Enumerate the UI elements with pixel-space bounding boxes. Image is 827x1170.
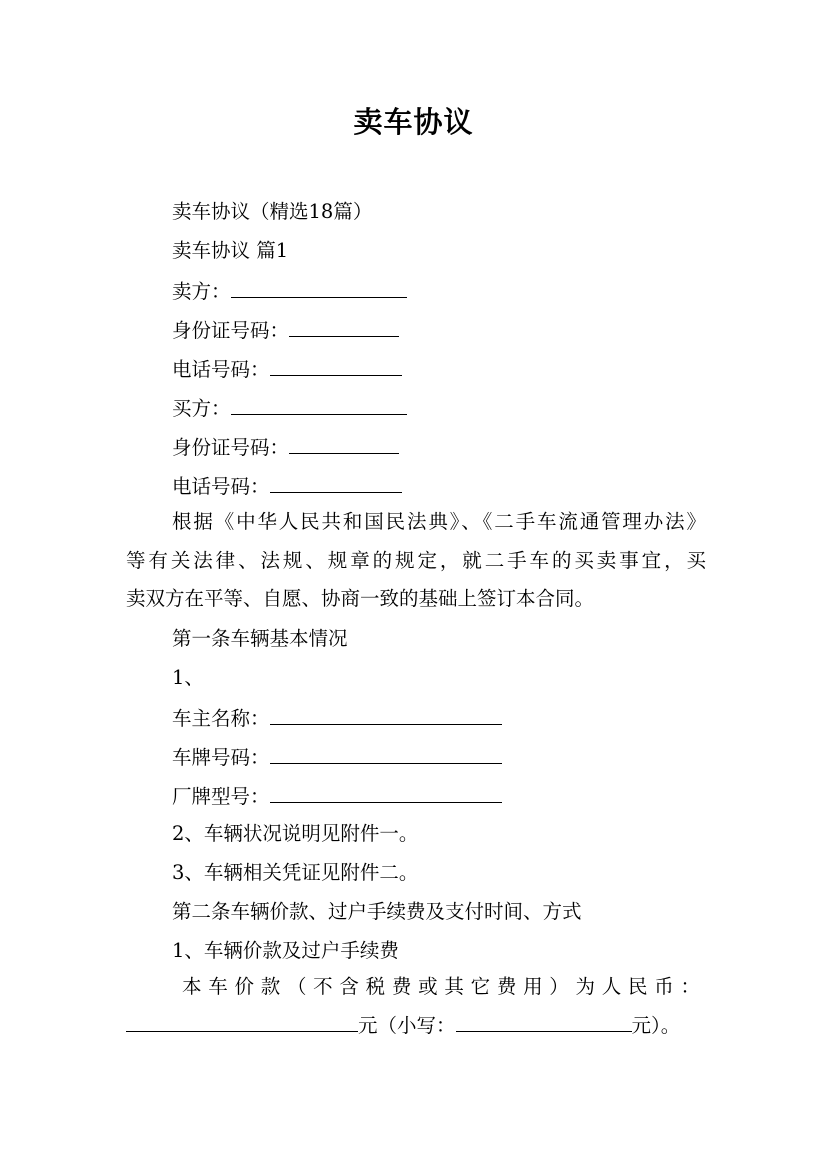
plate-blank[interactable] bbox=[270, 743, 502, 764]
seller-row bbox=[172, 277, 407, 305]
seller-phone-blank[interactable] bbox=[270, 355, 402, 376]
seller-phone-row bbox=[172, 355, 402, 383]
model-blank[interactable] bbox=[270, 782, 502, 803]
price-small-blank[interactable] bbox=[456, 1011, 632, 1032]
article1-item1: 1、 bbox=[172, 666, 204, 689]
section-heading: 卖车协议 篇1 bbox=[172, 239, 289, 262]
owner-row bbox=[172, 704, 502, 732]
price-paragraph bbox=[126, 968, 706, 1045]
buyer-phone-row bbox=[172, 472, 402, 500]
buyer-row bbox=[172, 394, 407, 422]
seller-id-blank[interactable] bbox=[289, 316, 399, 337]
plate-label: 车牌号码： bbox=[172, 746, 270, 769]
intro-line-3: 卖双方在平等、自愿、协商一致的基础上签订本合同。 bbox=[126, 587, 595, 610]
owner-label: 车主名称： bbox=[172, 707, 270, 730]
document-subtitle: 卖车协议（精选18篇） bbox=[172, 200, 373, 223]
seller-blank[interactable] bbox=[231, 277, 407, 298]
plate-row bbox=[172, 743, 502, 771]
buyer-id-label: 身份证号码： bbox=[172, 436, 290, 459]
buyer-id-blank[interactable] bbox=[289, 433, 399, 454]
article1-item3: 3、车辆相关凭证见附件二。 bbox=[172, 861, 419, 884]
buyer-blank[interactable] bbox=[231, 394, 407, 415]
price-line: 本车价款（不含税费或其它费用）为人民币： bbox=[182, 975, 706, 998]
buyer-label: 买方： bbox=[172, 397, 231, 420]
model-label: 厂牌型号： bbox=[172, 785, 270, 808]
seller-phone-label: 电话号码： bbox=[172, 358, 270, 381]
seller-label: 卖方： bbox=[172, 280, 231, 303]
model-row bbox=[172, 782, 502, 810]
intro-paragraph bbox=[126, 503, 706, 619]
intro-line-2: 等有关法律、法规、规章的规定，就二手车的买卖事宜，买 bbox=[126, 548, 706, 572]
article1-heading: 第一条车辆基本情况 bbox=[172, 627, 348, 650]
price-capital-blank[interactable] bbox=[126, 1011, 358, 1032]
article2-item1: 1、车辆价款及过户手续费 bbox=[172, 939, 399, 962]
intro-line-1: 根据《中华人民共和国民法典》、《二手车流通管理办法》 bbox=[172, 510, 706, 533]
price-amount-line bbox=[126, 1007, 706, 1046]
article2-heading: 第二条车辆价款、过户手续费及支付时间、方式 bbox=[172, 900, 582, 923]
seller-id-row bbox=[172, 316, 399, 344]
buyer-phone-label: 电话号码： bbox=[172, 475, 270, 498]
buyer-phone-blank[interactable] bbox=[270, 472, 402, 493]
article1-item2: 2、车辆状况说明见附件一。 bbox=[172, 822, 419, 845]
yuan-close-label: 元）。 bbox=[631, 1013, 681, 1037]
buyer-id-row bbox=[172, 433, 399, 461]
owner-blank[interactable] bbox=[270, 704, 502, 725]
seller-id-label: 身份证号码： bbox=[172, 319, 290, 342]
yuan-small-label: 元（小写： bbox=[358, 1013, 456, 1037]
document-title: 卖车协议 bbox=[353, 105, 474, 139]
